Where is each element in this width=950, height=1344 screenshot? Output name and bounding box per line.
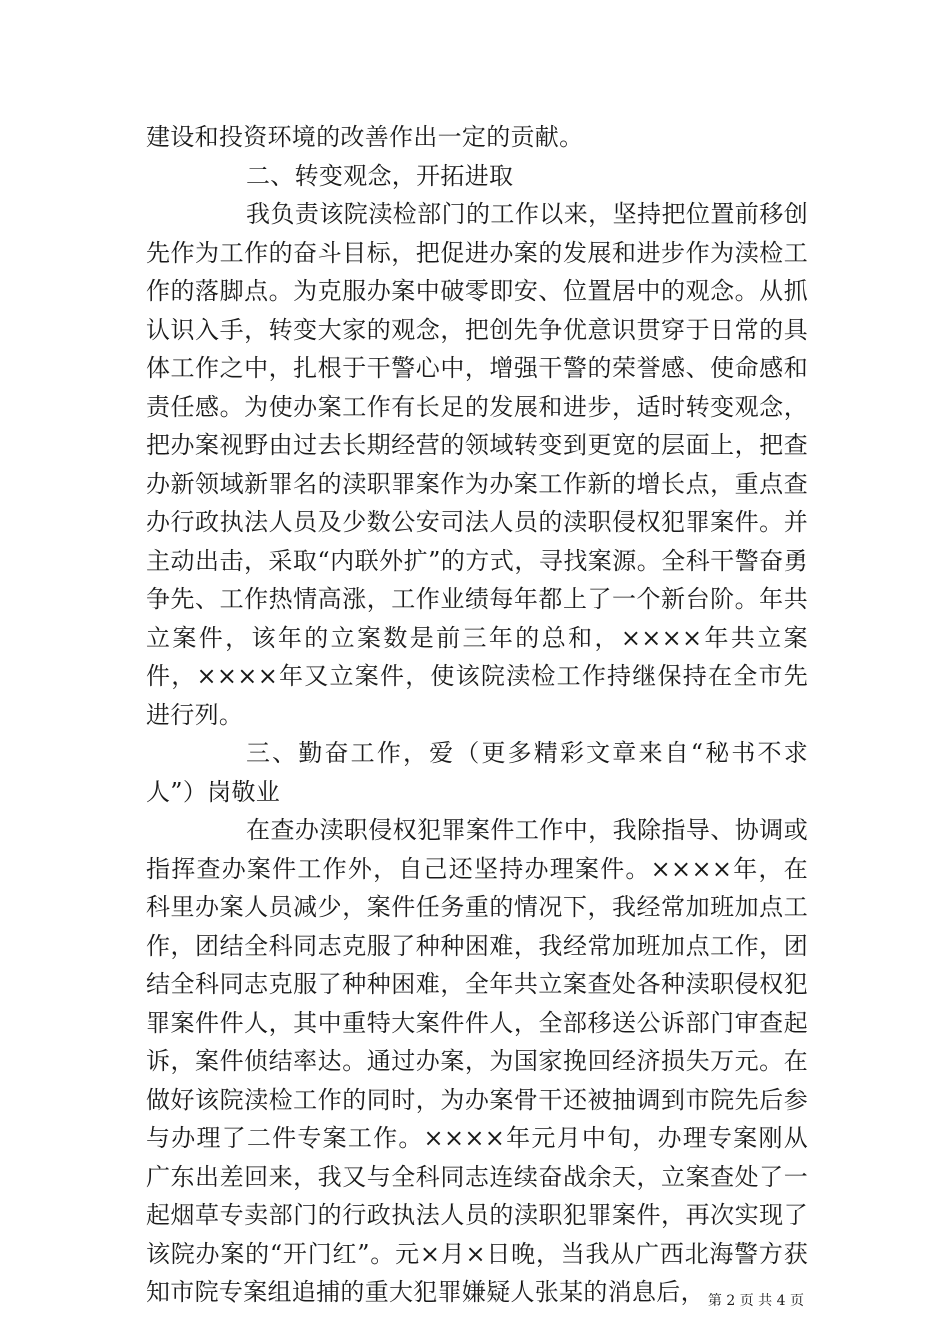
page-number-footer: 第 2 页 共 4 页	[707, 1293, 804, 1309]
document-body	[146, 118, 808, 1312]
section-heading-3: 三、勤奋工作，爱（更多精彩文章来自“秘书不求人”）岗敬业	[146, 739, 808, 806]
section-heading-2: 二、转变观念，开拓进取	[246, 161, 514, 190]
paragraph: 我负责该院渎检部门的工作以来，坚持把位置前移创先作为工作的奋斗目标，把促进办案的发展和进步作为渎检工作的落脚点。为克服办案中破零即安、位置居中的观念。从抓认识入手，转变大家的观念，把创先争优意识贯穿于日常的具体工作之中，扎根于干警心中，增强干警的荣誉感、使命感和责任感。为使办案工作有长足的发展和进步，适时转变观念，把办案视野由过去长期经营的领域转变到更宽的层面上，把查办新领域新罪名的渎职罪案作为办案工作新的增长点，重点查办行政执法人员及少数公安司法人员的渎职侵权犯罪案件。并主动出击，采取“内联外扩”的方式，寻找案源。全科干警奋勇争先、工作热情高涨，工作业绩每年都上了一个新台阶。年共立案件，该年的立案数是前三年的总和，××××年共立案件，××××年又立案件，使该院渎检工作持继保持在全市先进行列。	[146, 200, 808, 729]
paragraph: 在查办渎职侵权犯罪案件工作中，我除指导、协调或指挥查办案件工作外，自己还坚持办理案件。××××年，在科里办案人员减少，案件任务重的情况下，我经常加班加点工作，团结全科同志克服了种种困难，我经常加班加点工作，团结全科同志克服了种种困难，全年共立案查处各种渎职侵权犯罪案件件人，其中重特大案件件人，全部移送公诉部门审查起诉，案件侦结率达。通过办案，为国家挽回经济损失万元。在做好该院渎检工作的同时，为办案骨干还被抽调到市院先后参与办理了二件专案工作。××××年元月中旬，办理专案刚从广东出差回来，我又与全科同志连续奋战余天，立案查处了一起烟草专卖部门的行政执法人员的渎职犯罪案件，再次实现了该院办案的“开门红”。元×月×日晚，当我从广西北海警方获知市院专案组追捕的重大犯罪嫌疑人张某的消息后，	[146, 816, 808, 1306]
paragraph: 建设和投资环境的改善作出一定的贡献。	[146, 123, 584, 151]
